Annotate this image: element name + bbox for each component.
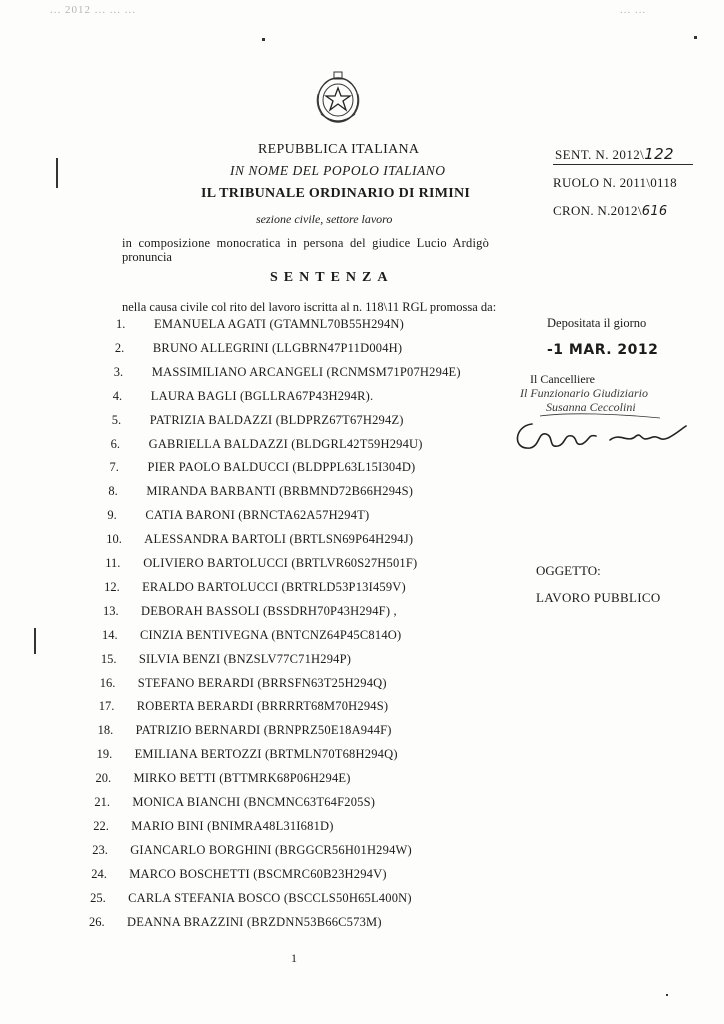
party-name: GABRIELLA BALDAZZI (BLDGRL42T59H294U) bbox=[148, 436, 423, 451]
party-number: 21. bbox=[94, 795, 111, 809]
party-name: EMILIANA BERTOZZI (BRTMLN70T68H294Q) bbox=[134, 747, 398, 762]
party-name: CATIA BARONI (BRNCTA62A57H294T) bbox=[145, 508, 370, 523]
party-name: CINZIA BENTIVEGNA (BNTCNZ64P45C814O) bbox=[140, 627, 402, 642]
party-number: 3. bbox=[113, 364, 124, 379]
fax-header-left: ... 2012 ... ... ... bbox=[50, 4, 136, 16]
scan-mark bbox=[694, 36, 697, 39]
party-number: 4. bbox=[112, 388, 123, 403]
party-name: MIRKO BETTI (BTTMRK68P06H294E) bbox=[133, 771, 351, 786]
cron-number bbox=[553, 203, 668, 219]
subject-value: LAVORO PUBBLICO bbox=[536, 590, 661, 605]
party-number: 12. bbox=[104, 579, 120, 594]
cron-label: CRON. N.2012\ bbox=[553, 203, 642, 218]
party-number: 17. bbox=[98, 699, 115, 714]
scan-mark bbox=[262, 38, 265, 41]
republic-emblem-icon bbox=[313, 70, 363, 126]
party-number: 18. bbox=[97, 723, 114, 738]
deposit-date-stamp: -1 MAR. 2012 bbox=[547, 342, 659, 358]
party-number: 9. bbox=[107, 508, 117, 523]
party-name: DEBORAH BASSOLI (BSSDRH70P43H294F) , bbox=[141, 603, 397, 618]
people-heading: IN NOME DEL POPOLO ITALIANO bbox=[230, 163, 446, 178]
party-number: 26. bbox=[89, 914, 105, 929]
party-name: MARCO BOSCHETTI (BSCMRC60B23H294V) bbox=[129, 866, 387, 881]
party-number: 22. bbox=[93, 818, 109, 833]
party-number: 24. bbox=[91, 866, 107, 881]
party-name: DEANNA BRAZZINI (BRZDNN53B66C573M) bbox=[127, 914, 382, 929]
party-number: 11. bbox=[105, 556, 121, 570]
party-number: 6. bbox=[110, 436, 120, 451]
party-number: 2. bbox=[114, 340, 125, 355]
clerk-stamp-name: Susanna Ceccolini bbox=[546, 400, 636, 414]
party-name: CARLA STEFANIA BOSCO (BSCCLS50H65L400N) bbox=[128, 890, 412, 905]
party-name: PATRIZIO BERNARDI (BRNPRZ50E18A944F) bbox=[135, 723, 392, 738]
party-name: ALESSANDRA BARTOLI (BRTLSN69P64H294J) bbox=[144, 532, 414, 547]
composition-line: in composizione monocratica in persona del giudice Lucio Ardigò bbox=[122, 236, 490, 250]
party-number: 13. bbox=[103, 603, 119, 618]
page-number: 1 bbox=[291, 951, 297, 965]
party-number: 15. bbox=[100, 651, 117, 666]
party-name: MIRANDA BARBANTI (BRBMND72B66H294S) bbox=[146, 484, 414, 499]
subject-label: OGGETTO: bbox=[536, 563, 601, 578]
party-name: MARIO BINI (BNIMRA48L31I681D) bbox=[131, 818, 334, 833]
party-number: 7. bbox=[109, 460, 119, 475]
clerk-label: Il Cancelliere bbox=[530, 372, 595, 386]
reference-divider bbox=[553, 164, 693, 165]
party-name: OLIVIERO BARTOLUCCI (BRTLVR60S27H501F) bbox=[143, 556, 418, 570]
party-name: PIER PAOLO BALDUCCI (BLDPPL63L15I304D) bbox=[147, 460, 416, 475]
ruolo-number: RUOLO N. 2011\0118 bbox=[553, 175, 677, 190]
deposit-label: Depositata il giorno bbox=[547, 316, 647, 330]
party-name: SILVIA BENZI (BNZSLV77C71H294P) bbox=[138, 651, 352, 666]
party-name: GIANCARLO BORGHINI (BRGGCR56H01H294W) bbox=[130, 842, 412, 857]
party-number: 8. bbox=[108, 484, 118, 499]
scan-mark bbox=[666, 994, 668, 996]
document-title: SENTENZA bbox=[270, 270, 394, 285]
party-number: 5. bbox=[111, 412, 122, 427]
party-name: PATRIZIA BALDAZZI (BLDPRZ67T67H294Z) bbox=[149, 412, 404, 427]
party-number: 10. bbox=[106, 532, 122, 547]
party-name: EMANUELA AGATI (GTAMNL70B55H294N) bbox=[154, 317, 405, 331]
party-number: 19. bbox=[96, 747, 113, 762]
party-name: ROBERTA BERARDI (BRRRRT68M70H294S) bbox=[136, 699, 389, 714]
sentence-label: SENT. N. 2012\ bbox=[555, 147, 645, 162]
party-name: STEFANO BERARDI (BRRSFN63T25H294Q) bbox=[137, 675, 387, 690]
scan-mark bbox=[56, 158, 58, 188]
court-heading: IL TRIBUNALE ORDINARIO DI RIMINI bbox=[201, 186, 471, 201]
clerk-stamp-title: Il Funzionario Giudiziario bbox=[520, 386, 649, 400]
party-name: MONICA BIANCHI (BNCMNC63T64F205S) bbox=[132, 795, 376, 809]
sentence-handwritten-number: 122 bbox=[644, 145, 674, 163]
party-name: MASSIMILIANO ARCANGELI (RCNMSM71P07H294E) bbox=[151, 364, 461, 379]
party-number: 16. bbox=[99, 675, 116, 690]
fax-header-right: ... ... bbox=[620, 4, 647, 16]
party-number: 25. bbox=[90, 890, 106, 905]
case-intro: nella causa civile col rito del lavoro iscritta al n. 118\11 RGL promossa da: bbox=[122, 300, 497, 314]
party-number: 20. bbox=[95, 771, 112, 786]
scan-mark bbox=[34, 628, 36, 654]
party-name: ERALDO BARTOLUCCI (BRTRLD53P13I459V) bbox=[142, 579, 406, 594]
party-name: LAURA BAGLI (BGLLRA67P43H294R). bbox=[150, 388, 374, 403]
pronounces-line: pronuncia bbox=[122, 250, 172, 264]
party-number: 23. bbox=[92, 842, 108, 857]
cron-handwritten-number: 616 bbox=[641, 204, 668, 219]
republic-heading: REPUBBLICA ITALIANA bbox=[258, 142, 420, 157]
party-name: BRUNO ALLEGRINI (LLGBRN47P11D004H) bbox=[152, 340, 403, 355]
clerk-signature bbox=[510, 410, 695, 456]
party-number: 14. bbox=[102, 627, 118, 642]
party-number: 1. bbox=[116, 317, 126, 331]
sentence-number bbox=[555, 145, 674, 163]
section-heading: sezione civile, settore lavoro bbox=[256, 212, 393, 226]
